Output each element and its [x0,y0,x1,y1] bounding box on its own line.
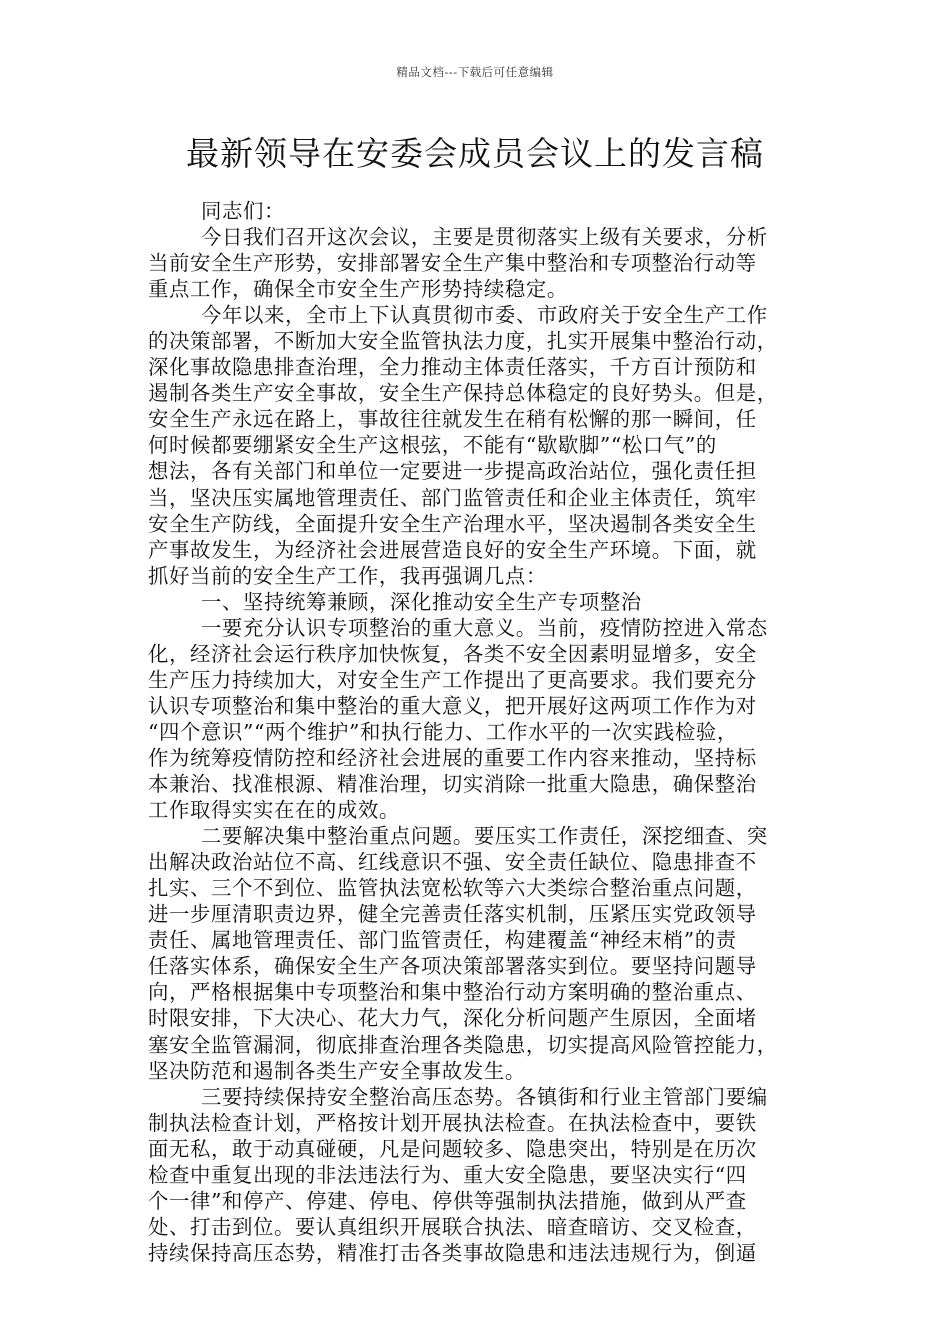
text-line: 塞安全监管漏洞，彻底排查治理各类隐患，切实提高风险管控能力， [148,1032,778,1057]
document-body [148,198,820,1266]
text-line: 时限安排，下大决心、花大力气，深化分析问题产生原因，全面堵 [148,1006,757,1031]
text-line: 三要持续保持安全整治高压态势。各镇街和行业主管部门要编 [201,1084,768,1109]
text-line: 当，坚决压实属地管理责任、部门监管责任和企业主体责任，筑牢 [148,485,757,510]
text-line: 进一步厘清职责边界，健全完善责任落实机制，压紧压实党政领导 [148,902,757,927]
text-line: 产事故发生，为经济社会进展营造良好的安全生产环境。下面，就 [148,537,757,562]
document-title: 最新领导在安委会成员会议上的发言稿 [186,134,764,173]
text-line: 一要充分认识专项整治的重大意义。当前，疫情防控进入常态 [201,615,768,640]
text-line: 扎实、三个不到位、监管执法宽松软等六大类综合整治重点问题， [148,876,757,901]
text-line: 认识专项整治和集中整治的重大意义，把开展好这两项工作作为对 [148,693,757,718]
text-line: 出解决政治站位不高、红线意识不强、安全责任缺位、隐患排查不 [148,850,757,875]
text-line: 面无私，敢于动真碰硬，凡是问题较多、隐患突出，特别是在历次 [148,1136,757,1161]
text-line: 责任、属地管理责任、部门监管责任，构建覆盖“神经末梢”的责 [148,928,737,953]
text-line: 个一律”和停产、停建、停电、停供等强制执法措施，做到从严查 [148,1188,747,1213]
text-line: 安全生产防线，全面提升安全生产治理水平，坚决遏制各类安全生 [148,511,757,536]
text-line: 检查中重复出现的非法违法行为、重大安全隐患，要坚决实行“四 [148,1162,747,1187]
text-line: 想法，各有关部门和单位一定要进一步提高政治站位，强化责任担 [148,459,757,484]
text-line: 重点工作，确保全市安全生产形势持续稳定。 [148,277,568,302]
text-line: 一、坚持统筹兼顾，深化推动安全生产专项整治 [201,589,642,614]
text-line: 坚决防范和遏制各类生产安全事故发生。 [148,1058,526,1083]
document-header-note: 精品文档---下载后可任意编辑 [396,65,554,79]
text-line: 抓好当前的安全生产工作，我再强调几点： [148,563,547,588]
text-line: 二要解决集中整治重点问题。要压实工作责任，深挖细查、突 [201,824,768,849]
text-line: 遏制各类生产安全事故，安全生产保持总体稳定的良好势头。但是， [148,381,778,406]
text-line: 安全生产永远在路上，事故往往就发生在稍有松懈的那一瞬间，任 [148,407,757,432]
text-line: 今日我们召开这次会议，主要是贯彻落实上级有关要求，分析 [201,225,768,250]
text-line: 本兼治、找准根源、精准治理，切实消除一批重大隐患，确保整治 [148,772,757,797]
text-line: 同志们： [201,199,285,223]
text-line: 持续保持高压态势，精准打击各类事故隐患和违法违规行为，倒逼 [148,1240,757,1265]
text-line: 深化事故隐患排查治理，全力推动主体责任落实，千方百计预防和 [148,355,757,380]
text-line: 处、打击到位。要认真组织开展联合执法、暗查暗访、交叉检查， [148,1214,757,1239]
text-line: 化，经济社会运行秩序加快恢复，各类不安全因素明显增多，安全 [148,641,757,666]
text-line: 任落实体系，确保安全生产各项决策部署落实到位。要坚持问题导 [148,954,757,979]
text-line: 制执法检查计划，严格按计划开展执法检查。在执法检查中，要铁 [148,1110,757,1135]
text-line: 何时候都要绷紧安全生产这根弦，不能有“歇歇脚”“松口气”的 [148,433,717,458]
text-line: 的决策部署，不断加大安全监管执法力度，扎实开展集中整治行动， [148,329,778,354]
text-line: 生产压力持续加大，对安全生产工作提出了更高要求。我们要充分 [148,667,757,692]
text-line: 工作取得实实在在的成效。 [148,798,400,823]
text-line: 当前安全生产形势，安排部署安全生产集中整治和专项整治行动等 [148,251,757,276]
text-line: 今年以来，全市上下认真贯彻市委、市政府关于安全生产工作 [201,303,768,328]
text-line: 向，严格根据集中专项整治和集中整治行动方案明确的整治重点、 [148,980,757,1005]
text-line: 作为统筹疫情防控和经济社会进展的重要工作内容来推动，坚持标 [148,745,757,770]
text-line: “四个意识”“两个维护”和执行能力、工作水平的一次实践检验， [148,719,738,744]
